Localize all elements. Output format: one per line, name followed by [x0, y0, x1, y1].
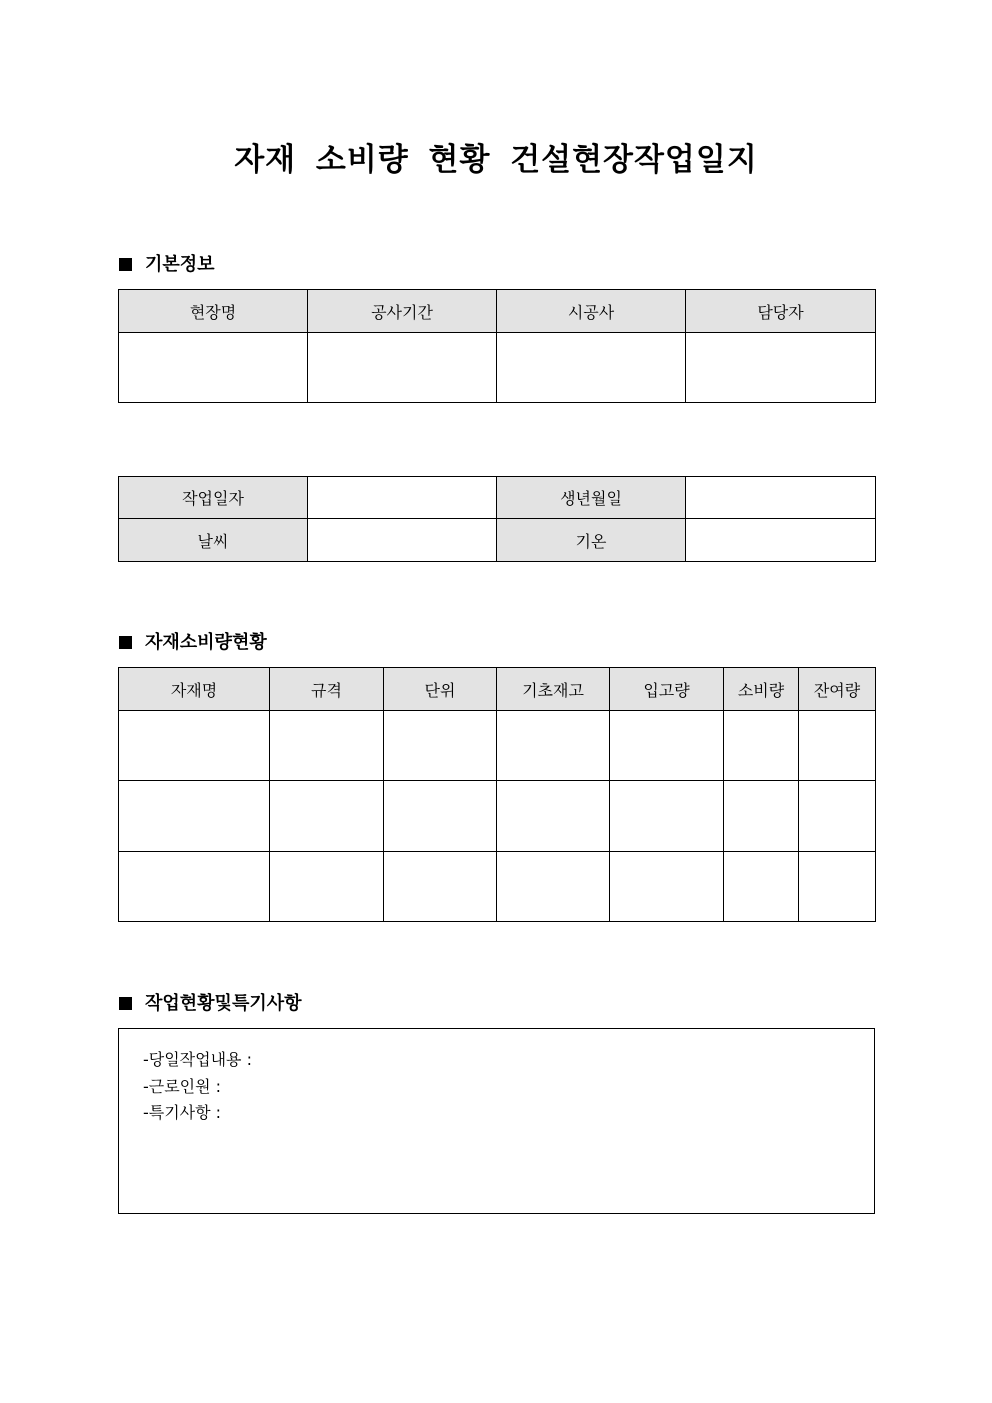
section-heading-label: 작업현황및특기사항	[145, 993, 302, 1014]
received-qty-cell[interactable]	[610, 711, 724, 781]
header-opening-stock: 기초재고	[497, 668, 610, 711]
header-site-name: 현장명	[119, 290, 308, 333]
section-heading-notes	[119, 992, 302, 1016]
material-name-cell[interactable]	[119, 711, 270, 781]
table-header-row	[119, 668, 876, 711]
received-qty-cell[interactable]	[610, 852, 724, 922]
work-date-cell[interactable]	[308, 477, 497, 519]
spec-cell[interactable]	[270, 711, 384, 781]
construction-period-cell[interactable]	[308, 333, 497, 403]
weather-label: 날씨	[119, 519, 308, 562]
section-heading-label: 자재소비량현황	[145, 632, 267, 653]
notes-box[interactable]	[118, 1028, 875, 1214]
material-table	[118, 667, 876, 922]
material-name-cell[interactable]	[119, 781, 270, 852]
consumed-qty-cell[interactable]	[724, 711, 799, 781]
unit-cell[interactable]	[384, 852, 497, 922]
spec-cell[interactable]	[270, 781, 384, 852]
square-bullet-icon	[119, 636, 132, 649]
weather-cell[interactable]	[308, 519, 497, 562]
remaining-qty-cell[interactable]	[799, 781, 876, 852]
work-date-label: 작업일자	[119, 477, 308, 519]
square-bullet-icon	[119, 997, 132, 1010]
header-material-name: 자재명	[119, 668, 270, 711]
opening-stock-cell[interactable]	[497, 852, 610, 922]
opening-stock-cell[interactable]	[497, 781, 610, 852]
birth-date-cell[interactable]	[686, 477, 876, 519]
material-name-cell[interactable]	[119, 852, 270, 922]
header-consumed-qty: 소비량	[724, 668, 799, 711]
notes-line-remarks: -특기사항 :	[143, 1103, 222, 1122]
table-row	[119, 333, 876, 403]
remaining-qty-cell[interactable]	[799, 711, 876, 781]
opening-stock-cell[interactable]	[497, 711, 610, 781]
remaining-qty-cell[interactable]	[799, 852, 876, 922]
section-heading-material	[119, 631, 267, 655]
header-received-qty: 입고량	[610, 668, 724, 711]
unit-cell[interactable]	[384, 711, 497, 781]
received-qty-cell[interactable]	[610, 781, 724, 852]
site-name-cell[interactable]	[119, 333, 308, 403]
manager-cell[interactable]	[686, 333, 876, 403]
table-row	[119, 852, 876, 922]
header-remaining-qty: 잔여량	[799, 668, 876, 711]
section-heading-basic-info	[119, 253, 215, 277]
document-title: 자재 소비량 현황 건설현장작업일지	[234, 142, 758, 178]
table-row	[119, 781, 876, 852]
work-info-table	[118, 476, 876, 562]
consumed-qty-cell[interactable]	[724, 852, 799, 922]
header-spec: 규격	[270, 668, 384, 711]
unit-cell[interactable]	[384, 781, 497, 852]
basic-info-table	[118, 289, 876, 403]
notes-line-workers: -근로인원 :	[143, 1077, 222, 1096]
temperature-cell[interactable]	[686, 519, 876, 562]
table-row	[119, 711, 876, 781]
spec-cell[interactable]	[270, 852, 384, 922]
notes-line-daily-work: -당일작업내용 :	[143, 1050, 252, 1069]
table-row	[119, 519, 876, 562]
section-heading-label: 기본정보	[145, 254, 215, 275]
header-construction-period: 공사기간	[308, 290, 497, 333]
square-bullet-icon	[119, 258, 132, 271]
temperature-label: 기온	[497, 519, 686, 562]
header-unit: 단위	[384, 668, 497, 711]
header-manager: 담당자	[686, 290, 876, 333]
birth-date-label: 생년월일	[497, 477, 686, 519]
table-header-row	[119, 290, 876, 333]
consumed-qty-cell[interactable]	[724, 781, 799, 852]
contractor-cell[interactable]	[497, 333, 686, 403]
table-row	[119, 477, 876, 519]
header-contractor: 시공사	[497, 290, 686, 333]
